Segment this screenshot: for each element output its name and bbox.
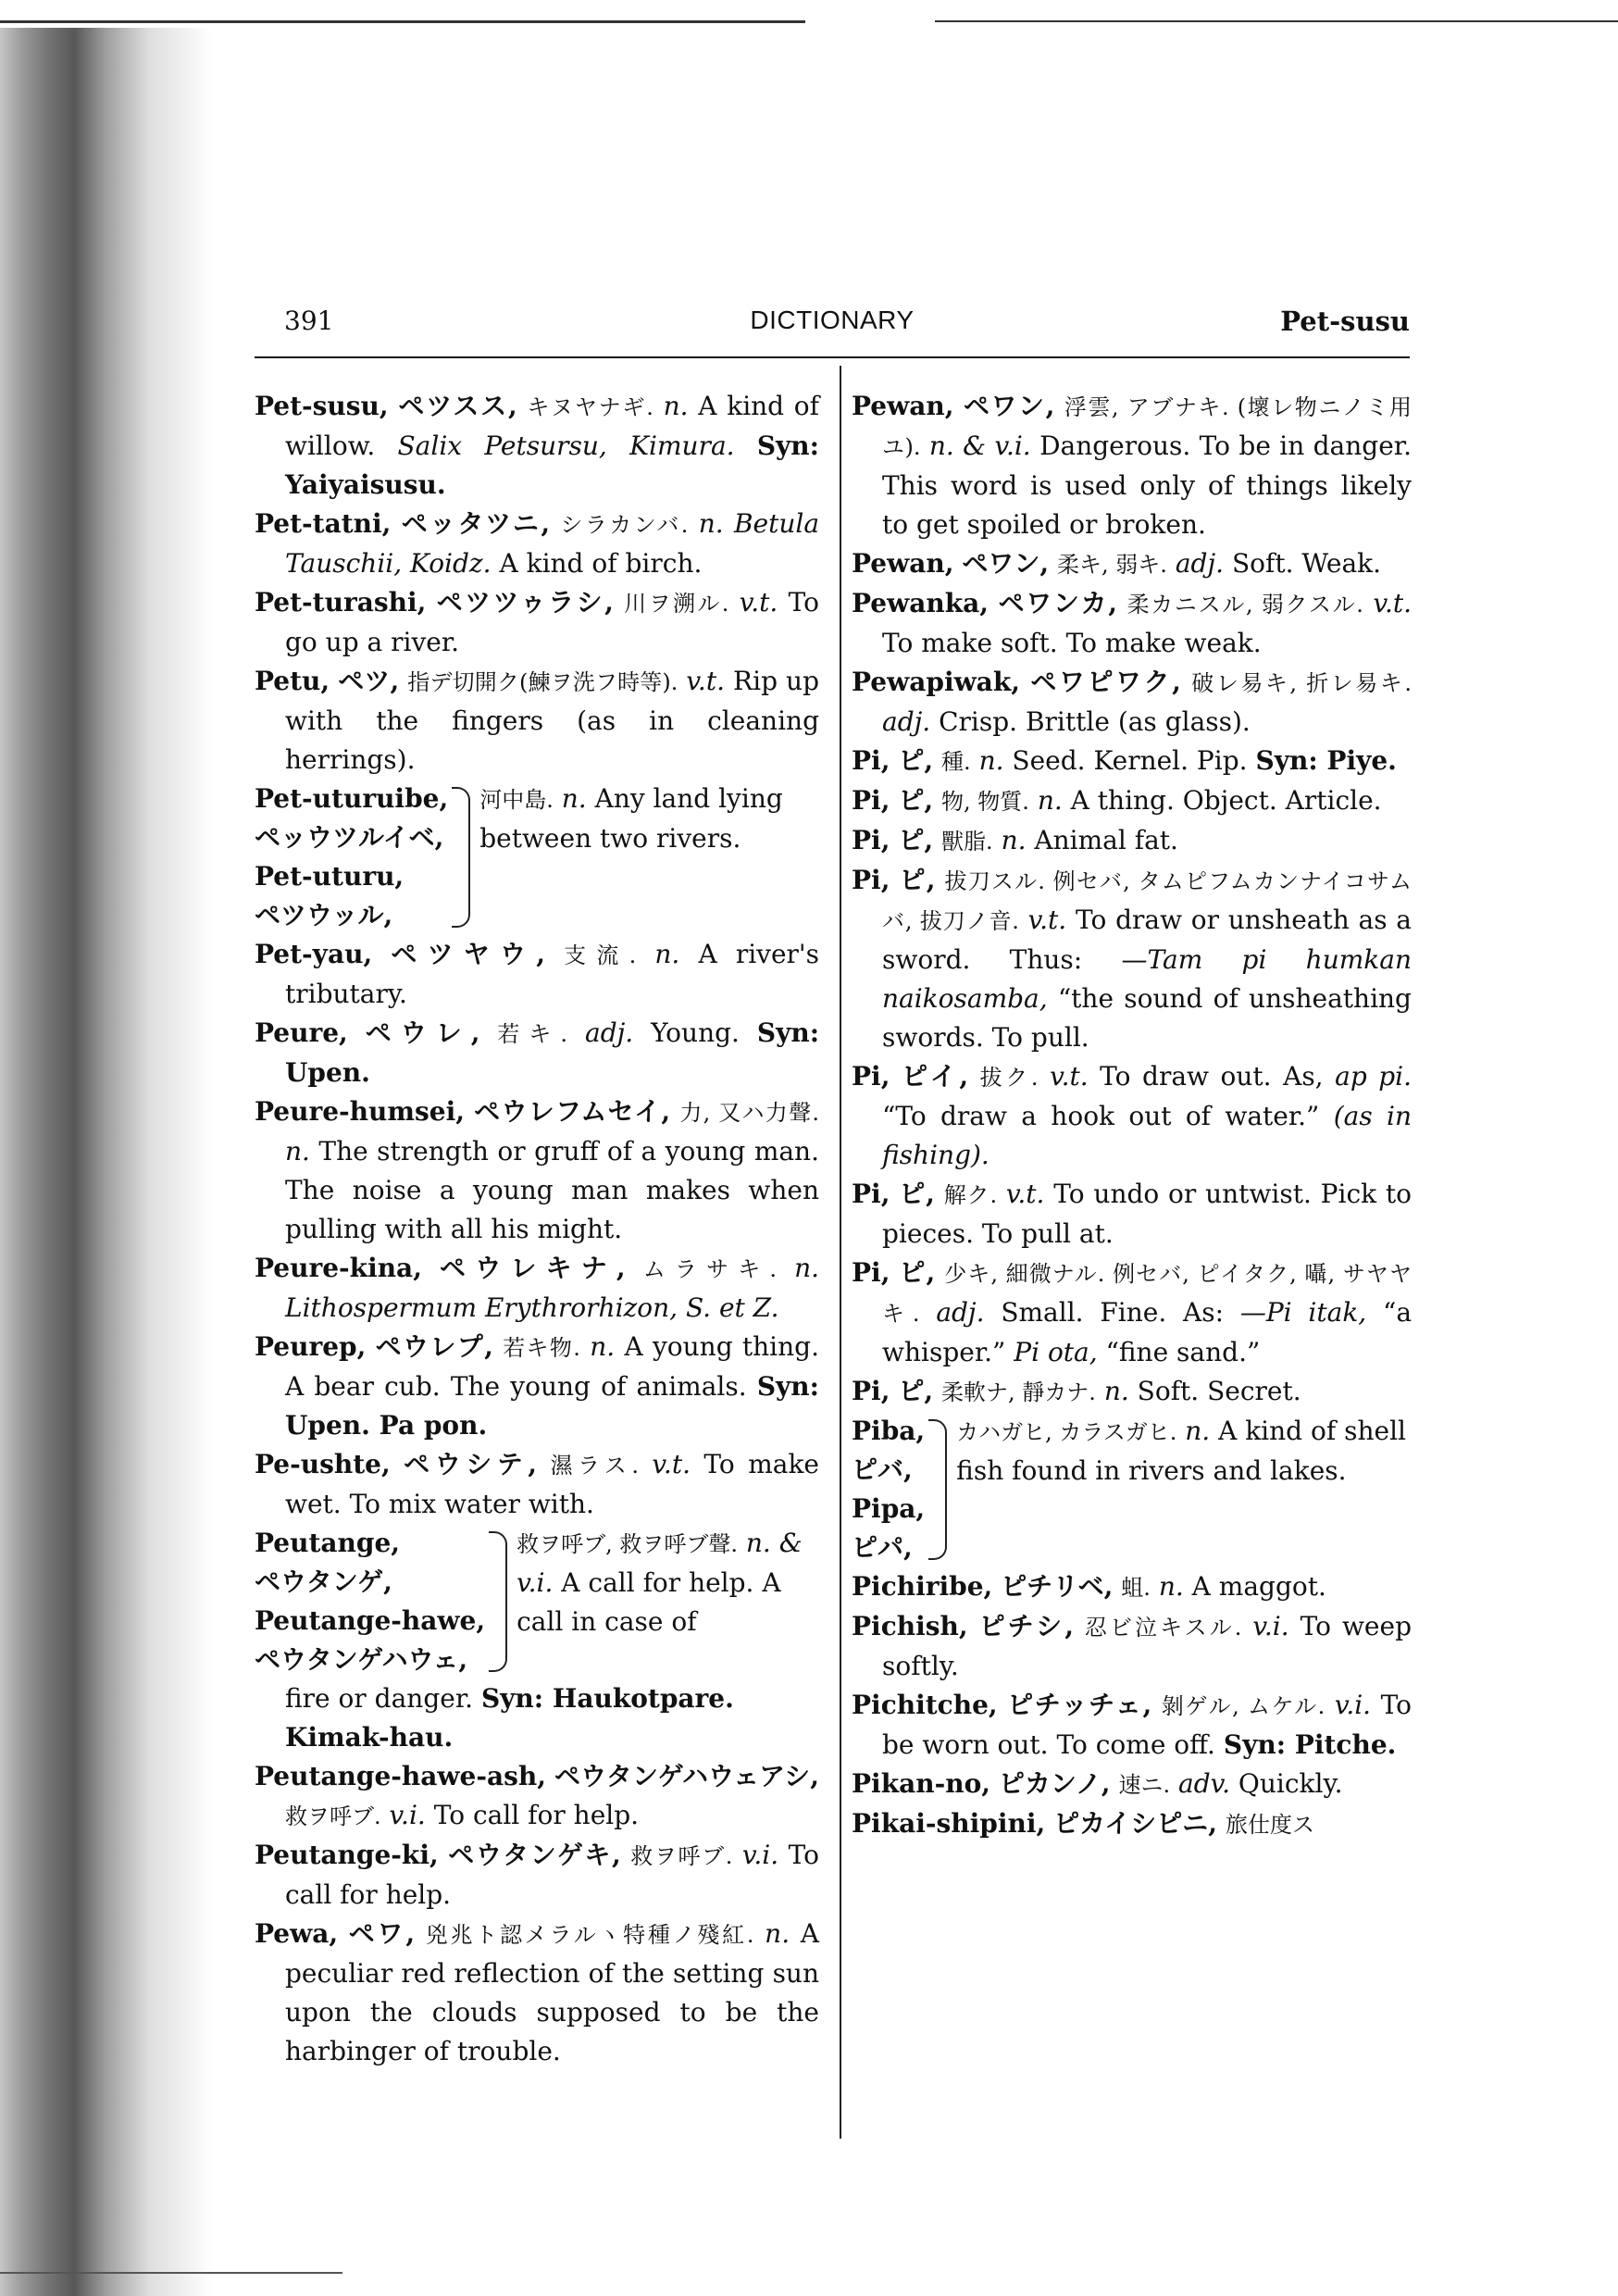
definition: To draw out. As, <box>1100 1061 1324 1092</box>
definition: A young thing. A bear cub. The young of animals. <box>285 1331 819 1402</box>
latin-name: Lithospermum Erythrorhizon, S. et Z. <box>285 1292 779 1323</box>
definition: Soft. Weak. <box>1231 548 1382 579</box>
katakana: ペツ, <box>338 666 400 696</box>
katakana: ピチリベ, <box>1001 1571 1114 1602</box>
brace <box>452 787 470 928</box>
katakana: ピ, <box>899 1257 936 1288</box>
bracket-headwords <box>852 1412 925 1567</box>
guide-word: Pet-susu <box>1280 306 1410 337</box>
dictionary-entry <box>255 387 819 505</box>
dictionary-entry <box>255 505 819 583</box>
definition: The strength or gruff of a young man. The noise a young man makes when pulling with all his might. <box>285 1136 819 1244</box>
headword: Peutange-ki, <box>255 1840 439 1870</box>
katakana: ピチシ, <box>978 1611 1074 1641</box>
katakana: ペウレフムセイ, <box>474 1096 671 1127</box>
entry-continuation <box>255 1679 819 1757</box>
japanese-gloss: 解ク. <box>943 1182 998 1208</box>
definition: A river's tributary. <box>285 939 819 1009</box>
headword: Pet-uturu, <box>255 861 404 892</box>
japanese-gloss: 救ヲ呼ブ. <box>285 1803 381 1829</box>
dictionary-entry <box>852 544 1412 584</box>
definition: Crisp. Brittle (as glass). <box>939 706 1251 737</box>
part-of-speech: v.t. <box>1050 1061 1089 1092</box>
headword: Pewa, <box>255 1918 339 1949</box>
katakana: ピ, <box>899 1179 935 1209</box>
synonym: Syn: Haukotpare. Kimak-hau. <box>285 1683 734 1753</box>
japanese-gloss: 種. <box>941 749 971 775</box>
part-of-speech: v.i. <box>741 1840 779 1870</box>
synonym: Syn: Pitche. <box>1223 1729 1397 1760</box>
bracket-headwords <box>255 1524 485 1679</box>
katakana: ペツヤウ, <box>391 939 546 969</box>
definition: Dangerous. To be in danger. This word is used only of things likely to get spoiled or broken. <box>882 430 1412 540</box>
headword: Pewanka, <box>852 588 989 618</box>
headword: Peutange-hawe, <box>255 1605 486 1636</box>
bracketed-entry <box>852 1412 1412 1567</box>
part-of-speech: v.i. <box>1334 1690 1372 1720</box>
headword: Pewapiwak, <box>852 667 1020 697</box>
part-of-speech: v.i. <box>1252 1611 1289 1641</box>
dictionary-entry <box>255 1014 819 1092</box>
headword: Pet-yau, <box>255 939 373 969</box>
bracket-definition <box>956 1412 1412 1567</box>
headword: Pet-turashi, <box>255 587 427 618</box>
part-of-speech: adj. <box>936 1297 985 1328</box>
japanese-gloss: 獸脂. <box>941 829 993 855</box>
synonym: Syn: Upen. <box>285 1017 820 1088</box>
part-of-speech: v.t. <box>686 666 725 696</box>
bracket-definition <box>517 1524 819 1679</box>
part-of-speech: v.t. <box>1027 905 1067 935</box>
example: ap pi. <box>1335 1061 1413 1092</box>
part-of-speech: n. <box>1185 1416 1211 1446</box>
katakana: ピ, <box>898 1376 934 1406</box>
katakana: ペウレプ, <box>375 1331 493 1362</box>
part-of-speech: v.i. <box>389 1800 426 1830</box>
headword: Pi, <box>852 1179 890 1209</box>
katakana: ピバ, <box>852 1454 913 1485</box>
headword: Peure, <box>255 1017 348 1048</box>
headword: Pikan-no, <box>852 1768 990 1799</box>
japanese-gloss: 浮雲, アブナキ. (壞レ物ニノミ用ユ). <box>882 394 1413 460</box>
part-of-speech: n. <box>1103 1376 1129 1406</box>
headword: Pi, <box>852 785 890 816</box>
example-gloss: “To draw a hook out of water.” <box>882 1101 1320 1131</box>
japanese-gloss: 忍ビ泣キスル. <box>1084 1615 1242 1641</box>
part-of-speech: n. <box>1158 1571 1184 1602</box>
definition: To make wet. To mix water with. <box>285 1449 819 1519</box>
header-rule <box>255 356 1410 358</box>
definition: Any land lying between two rivers. <box>479 783 783 854</box>
katakana: ペウタンゲ, <box>255 1566 392 1597</box>
headword: Pi, <box>852 825 890 855</box>
japanese-gloss: 支流. <box>564 942 637 968</box>
japanese-gloss: 川ヲ溯ル. <box>624 591 729 617</box>
headword: Pichiribe, <box>852 1571 993 1602</box>
dictionary-entry <box>255 1445 819 1524</box>
dictionary-entry <box>852 1254 1412 1372</box>
definition: A maggot. <box>1191 1571 1326 1602</box>
definition: Animal fat. <box>1034 825 1178 855</box>
dictionary-entry <box>852 584 1412 663</box>
katakana: ペツスス, <box>398 391 517 421</box>
japanese-gloss: 柔カニスル, 弱クスル. <box>1126 592 1363 618</box>
definition: To call for help. <box>433 1800 640 1830</box>
katakana: ピチッチェ, <box>1007 1690 1152 1720</box>
example: Pi ota, <box>1014 1337 1098 1367</box>
definition: Soft. Secret. <box>1137 1376 1301 1406</box>
dictionary-entry <box>255 1757 819 1836</box>
headword: Peure-kina, <box>255 1253 422 1283</box>
definition: A call for help. A call in case of <box>517 1567 781 1637</box>
dictionary-entry <box>852 1804 1412 1844</box>
dictionary-entry <box>255 1249 819 1328</box>
japanese-gloss: 拔刀スル. 例セバ, タムピフムカンナイコサムバ, 拔刀ノ音. <box>882 868 1412 934</box>
katakana: ペワン, <box>962 548 1050 579</box>
definition: A kind of shell fish found in rivers and lakes. <box>956 1416 1406 1486</box>
part-of-speech: v.t. <box>652 1449 691 1479</box>
part-of-speech: n. <box>794 1253 820 1283</box>
part-of-speech: n. <box>1001 825 1027 855</box>
example-gloss: “the sound of unsheathing swords. To pull. <box>882 983 1412 1053</box>
headword: Peure-humsei, <box>255 1096 465 1127</box>
headword: Pikai-shipini, <box>852 1808 1046 1839</box>
part-of-speech: v.t. <box>1373 588 1413 618</box>
headword: Pi, <box>852 1376 890 1406</box>
dictionary-entry <box>255 1328 819 1445</box>
headword: Pe-ushte, <box>255 1449 391 1479</box>
katakana: ペワンカ, <box>998 588 1118 618</box>
headword: Petu, <box>255 666 330 696</box>
katakana: ペウタンゲキ, <box>448 1840 621 1870</box>
left-column <box>255 387 819 2071</box>
headword: Piba, <box>852 1416 926 1446</box>
part-of-speech: adj. <box>1175 548 1225 579</box>
dictionary-entry <box>852 1765 1412 1804</box>
dictionary-entry <box>852 1057 1412 1175</box>
katakana: ペウシテ, <box>404 1449 538 1479</box>
japanese-gloss: 救ヲ呼ブ, 救ヲ呼ブ聲. <box>517 1531 738 1557</box>
dictionary-entry <box>255 583 819 662</box>
japanese-gloss: 力, 又ハ力聲. <box>679 1100 820 1126</box>
definition: To be worn out. To come off. <box>882 1690 1412 1760</box>
headword: Pet-tatni, <box>255 508 392 539</box>
top-scan-rule <box>935 20 1618 22</box>
top-scan-rule <box>0 20 805 23</box>
japanese-gloss: 拔ク. <box>979 1065 1039 1091</box>
dictionary-entry <box>852 742 1412 781</box>
example: —Tam pi humkan naikosamba, <box>882 944 1412 1014</box>
scan-gutter-shadow <box>0 28 213 2296</box>
dictionary-entry <box>255 662 819 780</box>
dictionary-entry <box>255 1836 819 1915</box>
page-number: 391 <box>284 306 334 336</box>
japanese-gloss: 若キ. <box>497 1021 568 1047</box>
latin-name: Salix Petsursu, Kimura. <box>397 430 735 461</box>
definition: A kind of willow. <box>285 391 820 461</box>
headword: Pichish, <box>852 1611 968 1641</box>
japanese-gloss: 柔キ, 弱キ. <box>1057 552 1167 578</box>
bracket-definition <box>479 780 819 935</box>
page-header <box>255 306 1410 352</box>
usage-note: (as in fishing). <box>882 1101 1413 1170</box>
part-of-speech: n. <box>1037 785 1063 816</box>
headword: Pichitche, <box>852 1690 998 1720</box>
part-of-speech: n. <box>590 1331 616 1362</box>
katakana: ピ, <box>899 865 936 895</box>
japanese-gloss: 濕ラス. <box>550 1453 639 1479</box>
dictionary-entry <box>255 1915 819 2071</box>
dictionary-entry <box>852 1686 1412 1765</box>
dictionary-entry <box>255 935 819 1014</box>
definition: To draw or unsheath as a sword. Thus: <box>882 905 1412 975</box>
dictionary-entry <box>852 1567 1412 1607</box>
example-gloss: “a whisper.” <box>882 1297 1413 1367</box>
katakana: ペツツゥラシ, <box>436 587 614 618</box>
headword: Pi, <box>852 865 890 895</box>
japanese-gloss: 救ヲ呼ブ. <box>630 1843 733 1869</box>
brace <box>928 1419 947 1560</box>
definition: A kind of birch. <box>499 548 703 579</box>
synonym: Syn: Upen. Pa pon. <box>285 1371 819 1441</box>
definition: fire or danger. <box>285 1683 474 1714</box>
bracket-headwords <box>255 780 448 935</box>
part-of-speech: n. <box>285 1136 310 1167</box>
headword: Pewan, <box>852 391 954 421</box>
katakana: ピ, <box>898 825 934 855</box>
japanese-gloss: 若キ物. <box>503 1335 580 1361</box>
part-of-speech: n. <box>698 508 724 539</box>
part-of-speech: n. <box>663 391 689 421</box>
dictionary-entry <box>852 821 1412 861</box>
katakana: ピ, <box>898 785 934 816</box>
definition: A peculiar red reflection of the setting sun upon the clouds supposed to be the harbinger of trouble. <box>285 1918 820 2066</box>
katakana: ピ, <box>898 745 934 776</box>
headword: Pewan, <box>852 548 954 579</box>
part-of-speech: n. & v.i. <box>517 1528 803 1598</box>
japanese-gloss: シラカンバ. <box>560 512 689 538</box>
katakana: ペッウツルイベ, <box>255 822 444 853</box>
japanese-gloss: カハガヒ, カラスガヒ. <box>956 1419 1177 1445</box>
part-of-speech: adj. <box>882 706 931 737</box>
katakana: ペワ, <box>348 1918 416 1949</box>
bottom-scan-rule <box>0 2272 342 2274</box>
dictionary-entry <box>852 387 1412 544</box>
headword: Pet-uturuibe, <box>255 783 449 814</box>
headword: Pi, <box>852 1257 890 1288</box>
katakana: ペウタンゲハウェアシ, <box>554 1761 819 1791</box>
japanese-gloss: 兇兆ト認メラルヽ特種ノ殘紅. <box>425 1922 754 1948</box>
katakana: ピイ, <box>901 1061 969 1092</box>
headword: Pi, <box>852 745 890 776</box>
definition: To call for help. <box>285 1840 820 1910</box>
headword: Pet-susu, <box>255 391 389 421</box>
katakana: ペウタンゲハウェ, <box>255 1644 468 1675</box>
bracketed-entry <box>255 1524 819 1679</box>
part-of-speech: n. <box>654 939 680 969</box>
bracketed-entry <box>255 780 819 935</box>
definition: A thing. Object. Article. <box>1070 785 1382 816</box>
japanese-gloss: 剝ゲル, ムケル. <box>1161 1693 1326 1719</box>
dictionary-entry <box>852 781 1412 821</box>
example-gloss: “fine sand.” <box>1105 1337 1261 1367</box>
japanese-gloss: 破レ易キ, 折レ易キ. <box>1191 670 1412 696</box>
definition: To go up a river. <box>285 587 820 657</box>
definition: Quickly. <box>1238 1768 1343 1799</box>
part-of-speech: n. <box>978 745 1004 776</box>
dictionary-entry <box>852 663 1412 742</box>
definition: To weep softly. <box>882 1611 1412 1681</box>
japanese-gloss: 旅仕度ス <box>1225 1812 1314 1838</box>
katakana: ピカイシピニ, <box>1053 1808 1218 1839</box>
dictionary-entry <box>852 1175 1412 1254</box>
japanese-gloss: 指デ切開ク(鰊ヲ洗フ時等). <box>407 669 678 695</box>
headword: Peutange, <box>255 1528 401 1558</box>
dictionary-entry <box>255 1092 819 1249</box>
headword: Peurep, <box>255 1331 367 1362</box>
right-column <box>852 387 1412 1844</box>
part-of-speech: adj. <box>585 1017 634 1048</box>
japanese-gloss: 蛆. <box>1121 1575 1151 1601</box>
japanese-gloss: ムラサキ. <box>642 1256 777 1282</box>
dictionary-entry <box>852 1372 1412 1412</box>
column-divider <box>840 366 841 2139</box>
katakana: ペウレ, <box>365 1017 480 1048</box>
katakana: ペワピワク, <box>1030 667 1181 697</box>
japanese-gloss: 柔軟ナ, 靜カナ. <box>941 1379 1096 1405</box>
headword: Pipa, <box>852 1493 926 1524</box>
definition: Young. <box>651 1017 740 1048</box>
definition: Seed. Kernel. Pip. <box>1012 745 1248 776</box>
example: —Pi itak, <box>1239 1297 1367 1328</box>
japanese-gloss: 物, 物質. <box>941 789 1029 815</box>
part-of-speech: v.t. <box>739 587 778 618</box>
headword: Peutange-hawe-ash, <box>255 1761 546 1791</box>
japanese-gloss: キヌヤナギ. <box>527 394 653 420</box>
headword: Pi, <box>852 1061 890 1092</box>
synonym: Syn: Yaiyaisusu. <box>285 430 819 500</box>
definition: Rip up with the fingers (as in cleaning herrings). <box>285 666 819 775</box>
dictionary-entry <box>852 1607 1412 1686</box>
part-of-speech: adv. <box>1178 1768 1231 1799</box>
japanese-gloss: 速ニ. <box>1118 1772 1171 1798</box>
japanese-gloss: 河中島. <box>479 787 554 813</box>
definition: To undo or untwist. Pick to pieces. To pull at. <box>882 1179 1412 1249</box>
part-of-speech: v.t. <box>1005 1179 1045 1209</box>
definition: Small. Fine. As: <box>1001 1297 1225 1328</box>
japanese-gloss: 少キ, 細微ナル. 例セバ, ピイタク, 囁, サヤヤキ. <box>882 1261 1412 1327</box>
synonym: Syn: Piye. <box>1255 745 1397 776</box>
katakana: ペツウッル, <box>255 900 393 930</box>
dictionary-entry <box>852 861 1412 1057</box>
katakana: ピカンノ, <box>998 1768 1111 1799</box>
part-of-speech: n. & v.i. <box>928 430 1031 461</box>
latin-name: Betula Tauschii, Koidz. <box>285 508 820 579</box>
part-of-speech: n. <box>765 1918 790 1949</box>
brace <box>489 1531 507 1672</box>
katakana: ペワン, <box>963 391 1055 421</box>
katakana: ピパ, <box>852 1532 913 1563</box>
definition: To make soft. To make weak. <box>882 628 1262 658</box>
katakana: ペウレキナ, <box>440 1253 626 1283</box>
running-title: DICTIONARY <box>750 306 915 334</box>
part-of-speech: n. <box>561 783 587 814</box>
katakana: ペッタツニ, <box>401 508 551 539</box>
